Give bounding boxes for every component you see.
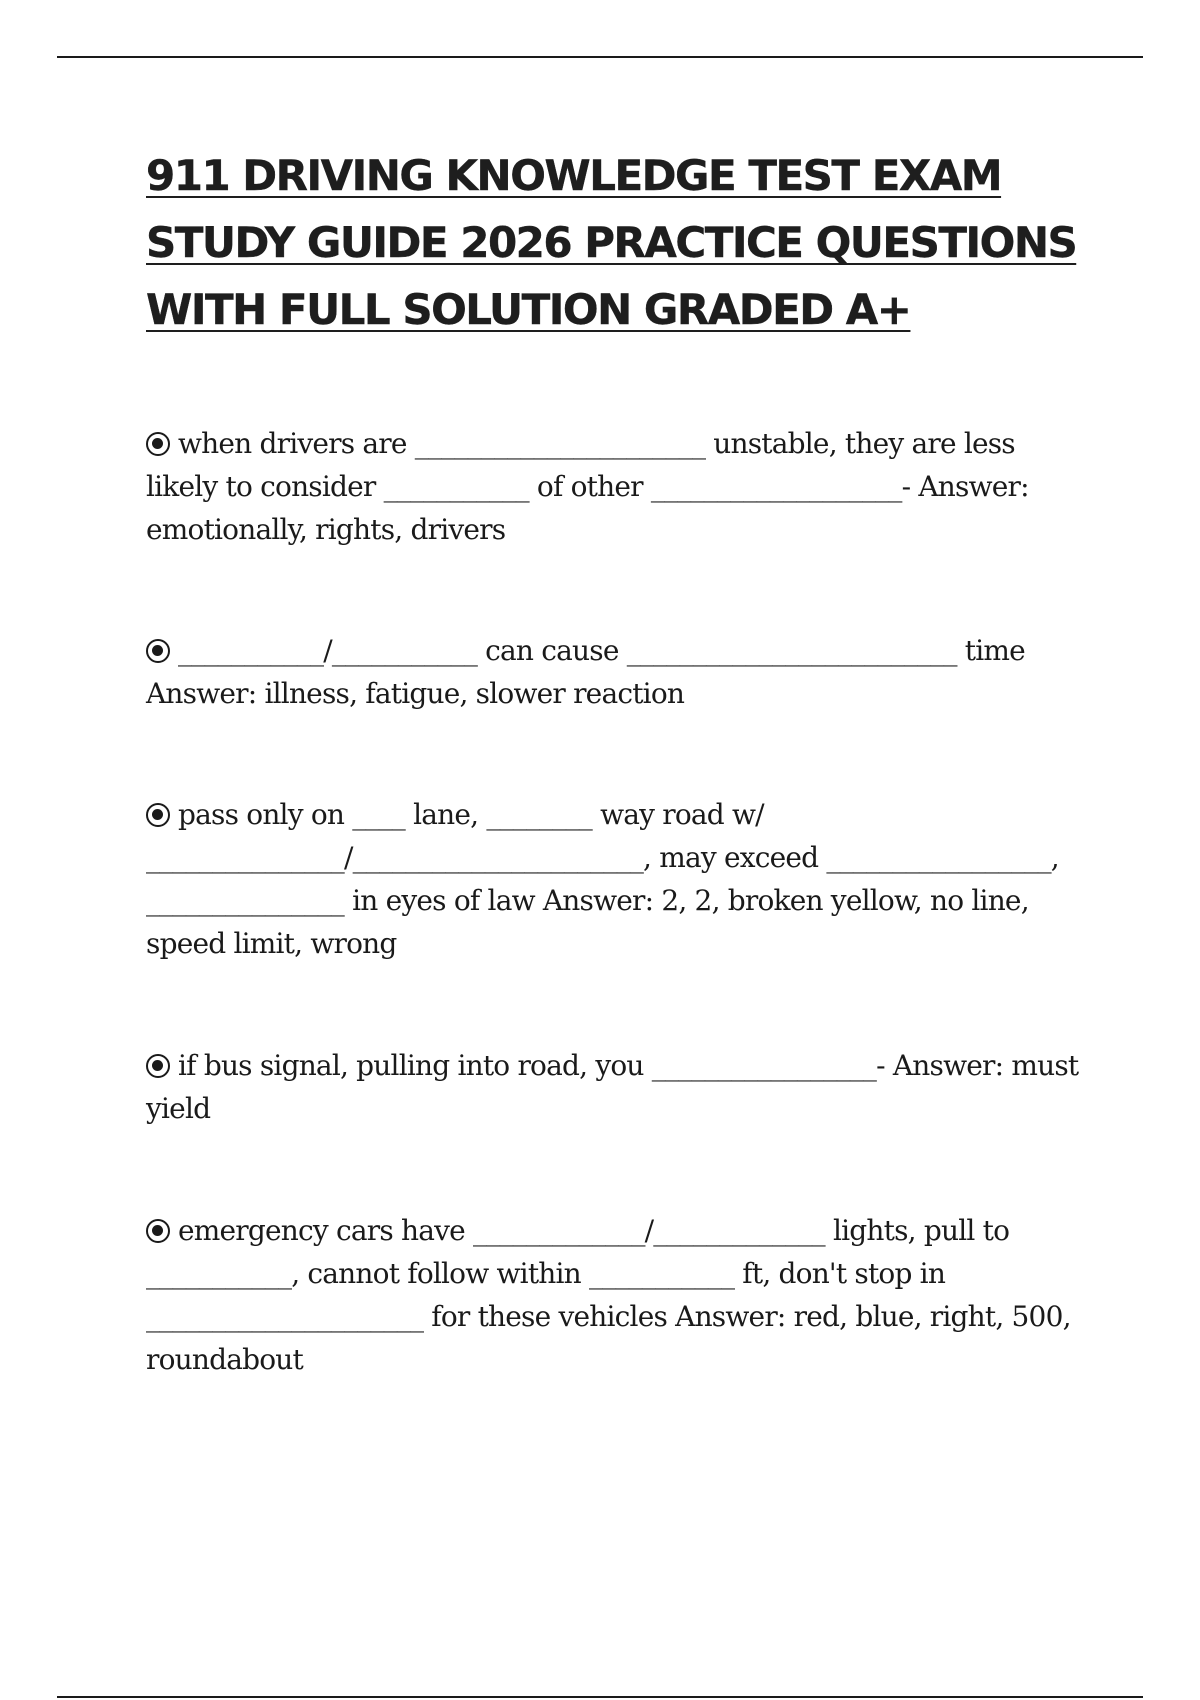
question-text: if bus signal, pulling into road, you _________________- Answer: must yield	[146, 1049, 1079, 1125]
question-item	[146, 1209, 1086, 1381]
question-text: ___________/___________ can cause _________________________ time Answer: illness, fatigue, slower reaction	[146, 634, 1025, 710]
radio-bullet-icon	[146, 432, 170, 456]
footer-rule	[57, 1696, 1143, 1698]
radio-bullet-icon	[146, 1054, 170, 1078]
radio-bullet-icon	[146, 1219, 170, 1243]
question-text: pass only on ____ lane, ________ way road w/ _______________/______________________, may exceed _________________, _______________ in eyes of law Answer: 2, 2, broken yellow, no line, speed limit, wrong	[146, 798, 1059, 960]
radio-bullet-icon	[146, 803, 170, 827]
header-rule	[57, 56, 1143, 58]
document-title: 911 DRIVING KNOWLEDGE TEST EXAM STUDY GUIDE 2026 PRACTICE QUESTIONS WITH FULL SOLUTION GRADED A+	[146, 151, 1077, 334]
question-item	[146, 422, 1086, 551]
question-text: emergency cars have _____________/_____________ lights, pull to ___________, cannot follow within ___________ ft, don't stop in _____________________ for these vehicles Answer: red, blue, right, 500, roundabout	[146, 1214, 1071, 1376]
question-text: when drivers are ______________________ unstable, they are less likely to consider ___________ of other ___________________- Answer: emotionally, rights, drivers	[146, 427, 1029, 546]
question-item	[146, 1044, 1086, 1130]
question-item	[146, 629, 1086, 715]
question-item	[146, 793, 1086, 965]
radio-bullet-icon	[146, 639, 170, 663]
